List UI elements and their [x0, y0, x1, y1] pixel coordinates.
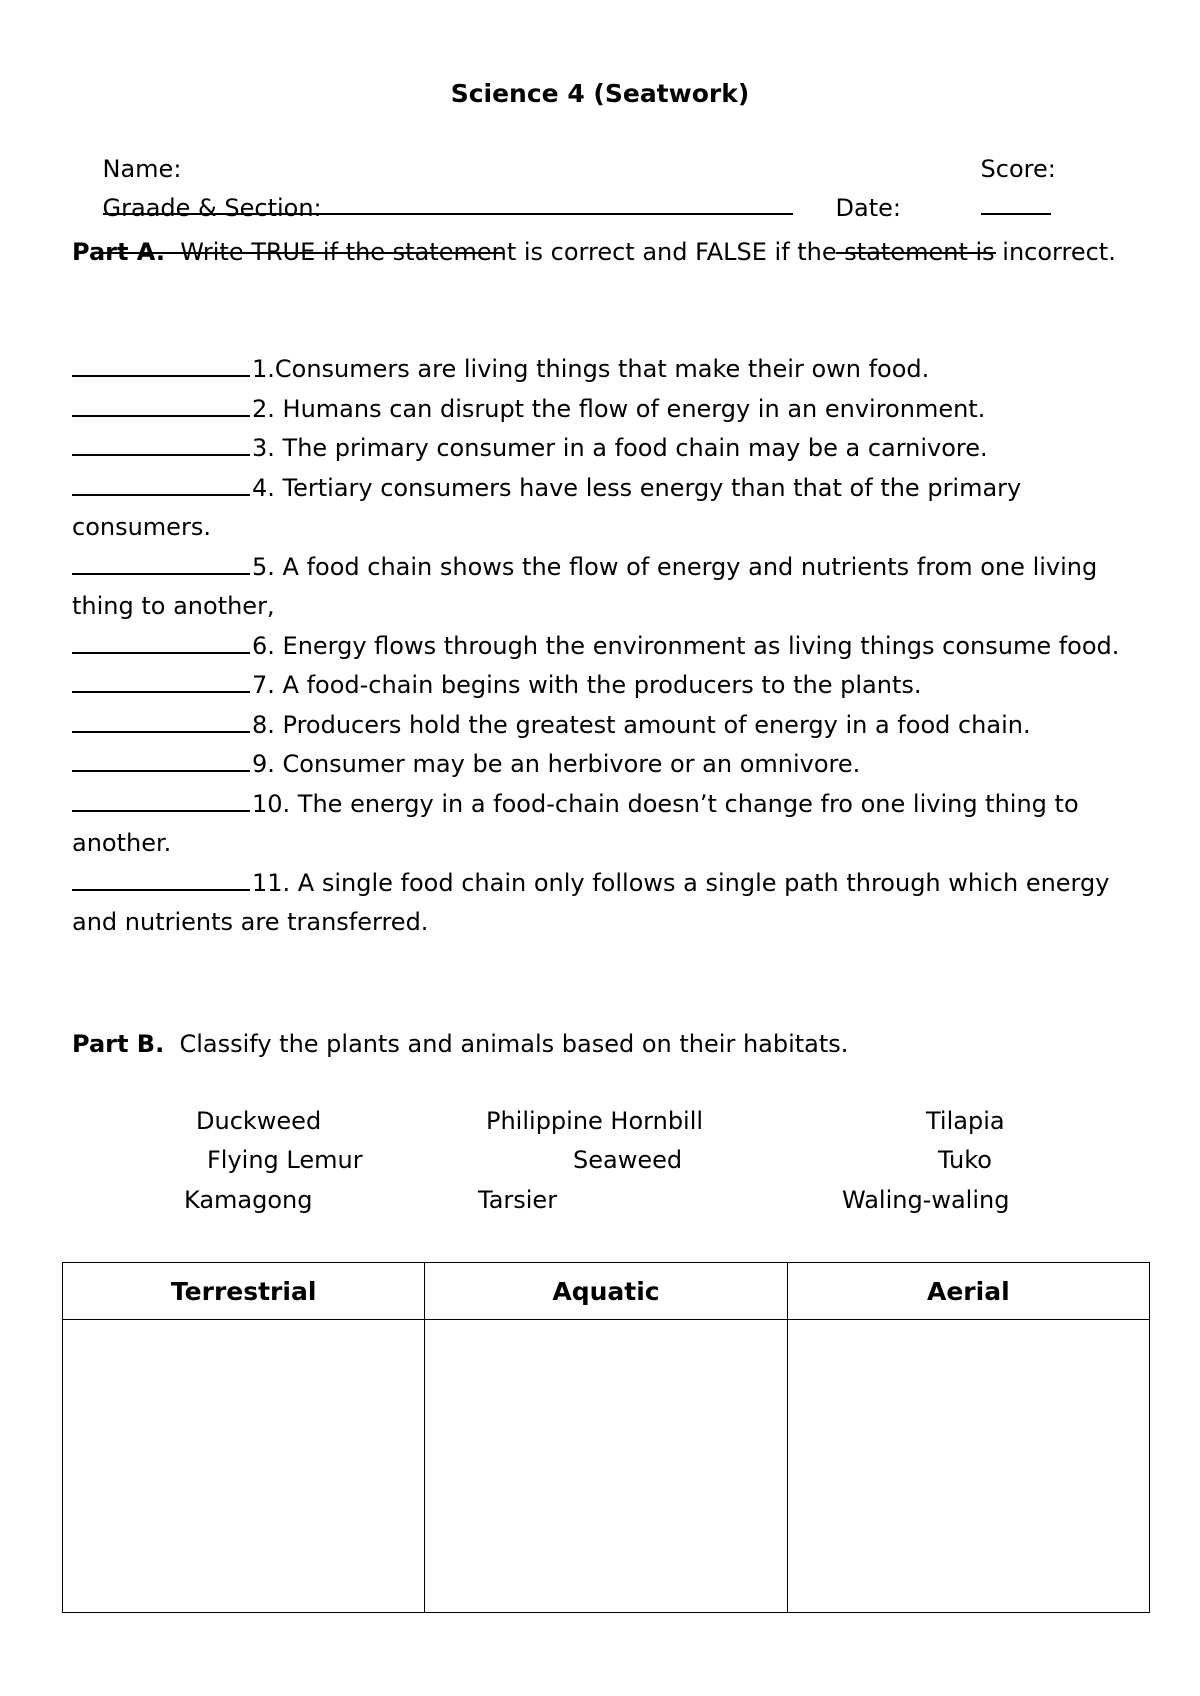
list-item — [72, 548, 1132, 627]
word-bank-item: Tarsier — [478, 1186, 558, 1214]
list-item — [72, 429, 1132, 469]
word-bank-item: Philippine Hornbill — [486, 1107, 704, 1135]
list-item — [72, 627, 1132, 667]
date-label: Date: — [835, 194, 901, 222]
aquatic-answer-cell[interactable] — [425, 1320, 787, 1613]
part-a-label: Part A — [72, 238, 156, 266]
statement-text: 10. The energy in a food-chain doesn’t change fro one living thing to another. — [72, 789, 1079, 857]
part-a-instruction-text: Write TRUE if the statement is correct and FALSE if the statement is incorrect. — [180, 238, 1116, 266]
answer-blank[interactable] — [72, 786, 250, 812]
word-bank-item: Seaweed — [573, 1146, 683, 1174]
habitat-table — [62, 1262, 1150, 1613]
column-header-aerial: Aerial — [787, 1263, 1149, 1320]
statement-text: 2. Humans can disrupt the flow of energy in an environment. — [252, 394, 986, 423]
statement-text: 6. Energy flows through the environment as living things consume food. — [252, 631, 1120, 660]
list-item — [72, 785, 1132, 864]
statement-text: 4. Tertiary consumers have less energy than that of the primary consumers. — [72, 473, 1022, 541]
statement-text: 11. A single food chain only follows a single path through which energy and nutrients are transferred. — [72, 868, 1110, 936]
word-bank-item: Waling-waling — [842, 1186, 1010, 1214]
list-item — [72, 390, 1132, 430]
column-header-terrestrial: Terrestrial — [63, 1263, 425, 1320]
terrestrial-answer-cell[interactable] — [63, 1320, 425, 1613]
statement-text: 8. Producers hold the greatest amount of energy in a food chain. — [252, 710, 1031, 739]
list-item — [72, 469, 1132, 548]
answer-blank[interactable] — [72, 707, 250, 733]
part-b-instruction: Part B. Classify the plants and animals based on their habitats. — [72, 1030, 849, 1058]
statement-text: 5. A food chain shows the flow of energy and nutrients from one living thing to another, — [72, 552, 1098, 620]
statement-text: 1.Consumers are living things that make their own food. — [252, 355, 930, 383]
score-label: Score: — [980, 155, 1056, 183]
answer-blank[interactable] — [72, 865, 250, 891]
name-label: Name: — [102, 155, 182, 183]
answer-blank[interactable] — [72, 470, 250, 496]
statement-text: 7. A food-chain begins with the producers to the plants. — [252, 671, 922, 699]
list-item — [72, 350, 1132, 390]
list-item — [72, 706, 1132, 746]
grade-section-label: Graade & Section: — [102, 194, 322, 222]
part-b-label: Part B — [72, 1030, 156, 1058]
date-row — [805, 154, 996, 300]
part-a-instruction: Part A. Write TRUE if the statement is correct and FALSE if the statement is incorrect. — [72, 238, 1116, 266]
statement-text: 3. The primary consumer in a food chain may be a carnivore. — [252, 434, 988, 462]
answer-blank[interactable] — [72, 351, 250, 377]
answer-blank[interactable] — [72, 667, 250, 693]
list-item — [72, 864, 1132, 943]
list-item — [72, 666, 1132, 706]
statement-text: 9. Consumer may be an herbivore or an omnivore. — [252, 750, 861, 778]
word-bank-item: Duckweed — [196, 1107, 322, 1135]
answer-blank[interactable] — [72, 746, 250, 772]
word-bank-item: Tilapia — [926, 1107, 1005, 1135]
part-b-instruction-text: Classify the plants and animals based on their habitats. — [179, 1030, 849, 1058]
part-a-items — [72, 350, 1132, 943]
word-bank-item: Flying Lemur — [207, 1146, 363, 1174]
worksheet-title: Science 4 (Seatwork) — [450, 79, 750, 108]
list-item — [72, 745, 1132, 785]
word-bank-item: Tuko — [938, 1146, 992, 1174]
column-header-aquatic: Aquatic — [425, 1263, 787, 1320]
aerial-answer-cell[interactable] — [787, 1320, 1149, 1613]
grade-section-row — [72, 154, 503, 300]
word-bank-item: Kamagong — [184, 1186, 313, 1214]
answer-blank[interactable] — [72, 391, 250, 417]
answer-blank[interactable] — [72, 549, 250, 575]
answer-blank[interactable] — [72, 430, 250, 456]
answer-blank[interactable] — [72, 628, 250, 654]
